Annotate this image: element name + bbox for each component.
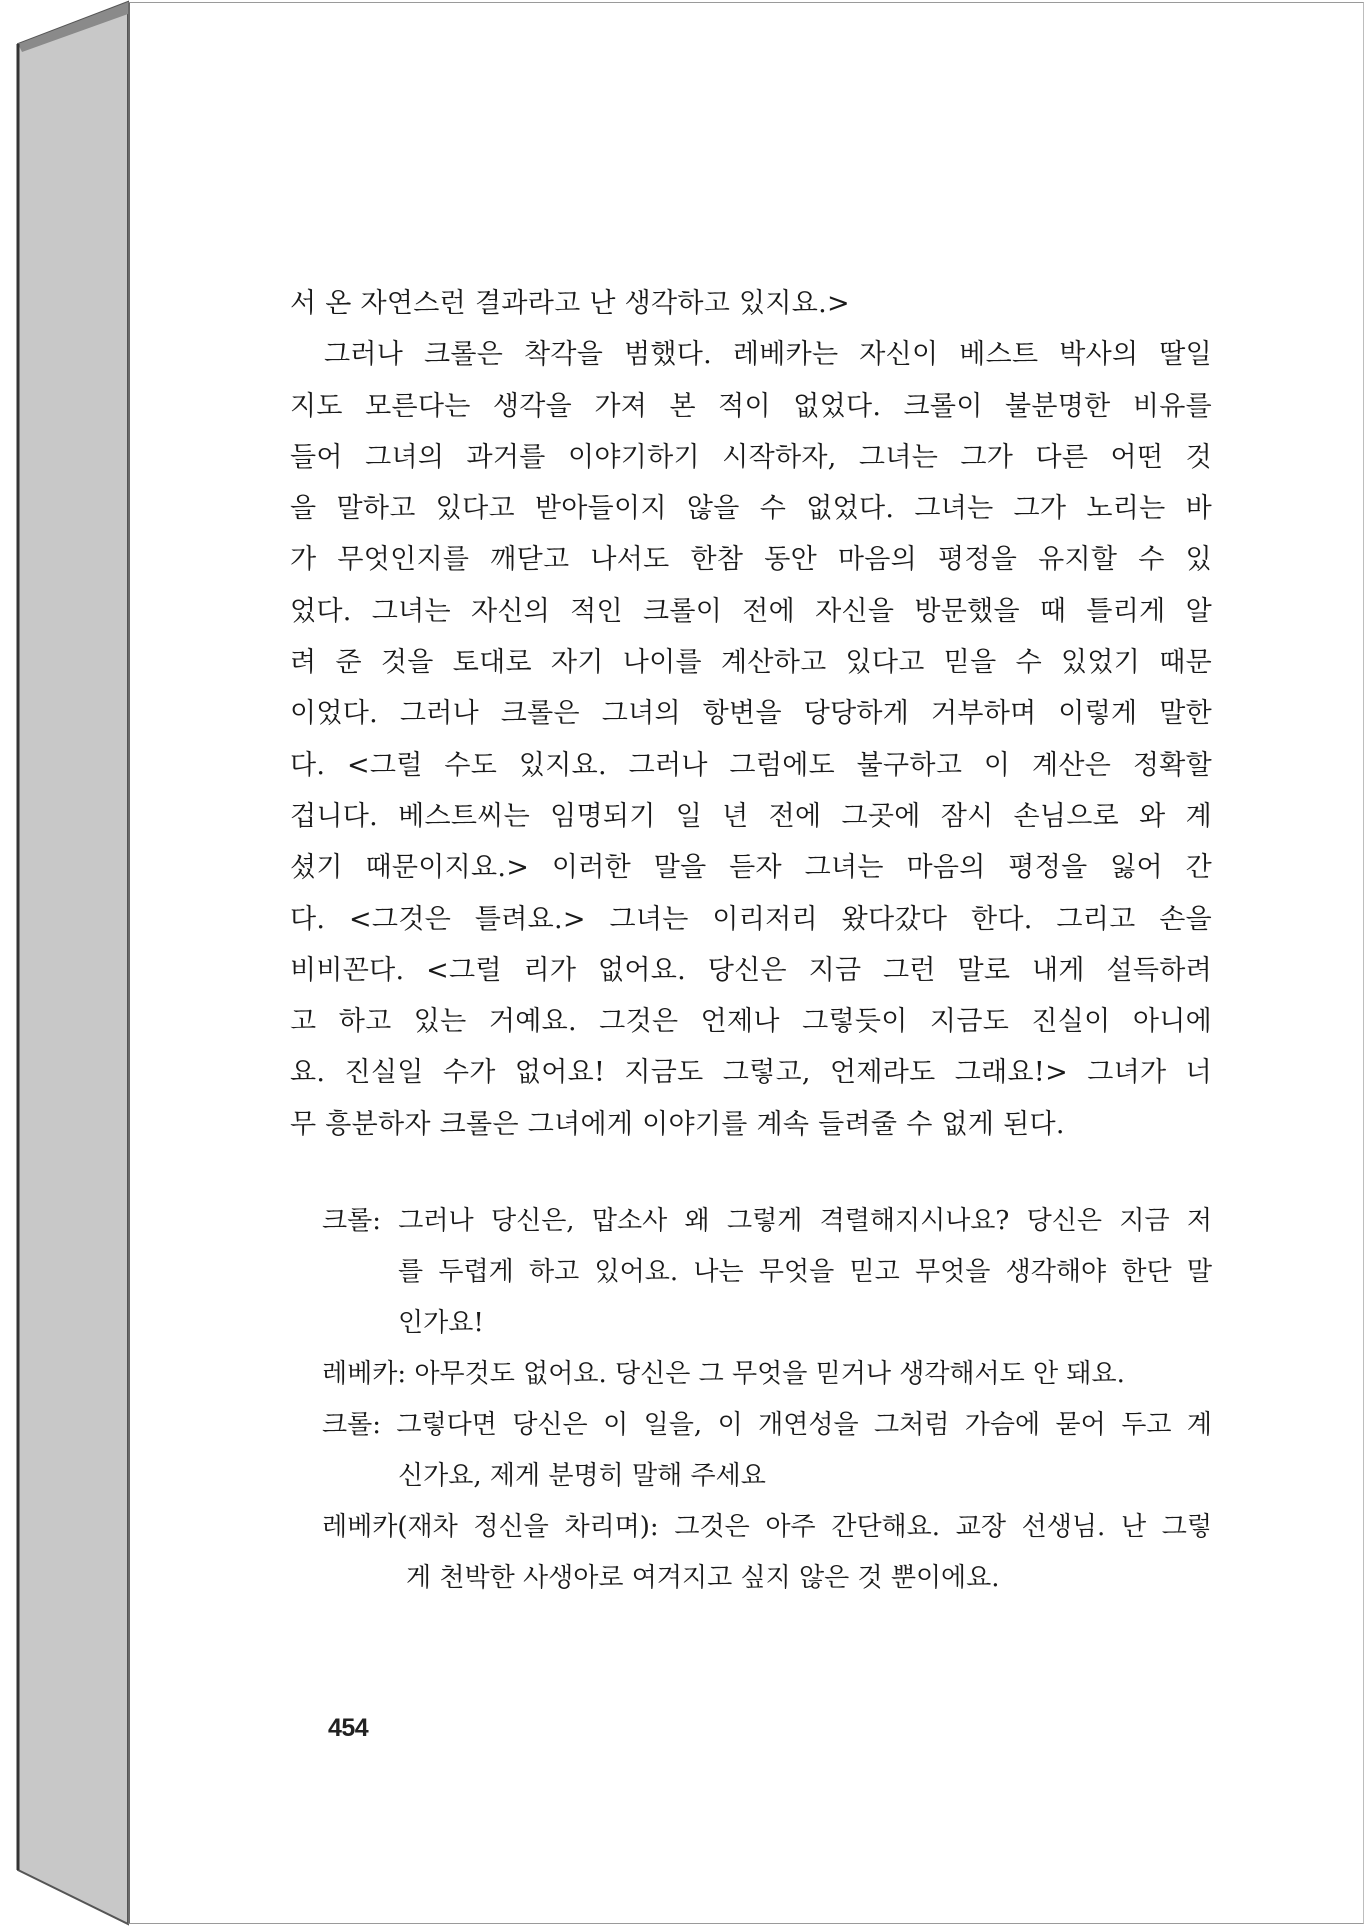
body-line: 었다. 그녀는 자신의 적인 크롤이 전에 자신을 방문했을 때 틀리게 알: [290, 595, 1212, 627]
body-line: 다. <그것은 틀려요.> 그녀는 이리저리 왔다갔다 한다. 그리고 손을: [290, 903, 1212, 935]
body-line: 비비꼰다. <그럴 리가 없어요. 당신은 지금 그런 말로 내게 설득하려: [290, 954, 1212, 986]
body-line: 그러나 크롤은 착각을 범했다. 레베카는 자신이 베스트 박사의 딸일: [324, 339, 1212, 371]
dialogue-line: 신가요, 제게 분명히 말해 주세요: [398, 1461, 766, 1491]
body-line: 요. 진실일 수가 없어요! 지금도 그렇고, 언제라도 그래요!> 그녀가 너: [290, 1057, 1212, 1089]
dialogue-line: 게 천박한 사생아로 여겨지고 싶지 않은 것 뿐이에요.: [406, 1563, 1000, 1593]
dialogue-block: [290, 1196, 1212, 1604]
dialogue-line: 크롤: 그러나 당신은, 맙소사 왜 그렇게 격렬해지시나요? 당신은 지금 저: [322, 1206, 1212, 1236]
body-line: 다. <그럴 수도 있지요. 그러나 그럼에도 불구하고 이 계산은 정확할: [290, 749, 1212, 781]
body-line: 려 준 것을 토대로 자기 나이를 계산하고 있다고 믿을 수 있었기 때문: [290, 647, 1212, 679]
body-line: 가 무엇인지를 깨닫고 나서도 한참 동안 마음의 평정을 유지할 수 있: [290, 544, 1212, 576]
body-line: 들어 그녀의 과거를 이야기하기 시작하자, 그녀는 그가 다른 어떤 것: [290, 441, 1212, 473]
dialogue-line: 레베카(재차 정신을 차리며): 그것은 아주 간단해요. 교장 선생님. 난 그렇: [322, 1512, 1212, 1542]
body-line: 겁니다. 베스트씨는 임명되기 일 년 전에 그곳에 잠시 손님으로 와 계: [290, 800, 1212, 832]
body-line: 을 말하고 있다고 받아들이지 않을 수 없었다. 그녀는 그가 노리는 바: [290, 493, 1212, 525]
body-line: 무 흥분하자 크롤은 그녀에게 이야기를 계속 들려줄 수 없게 된다.: [290, 1108, 1065, 1140]
body-line: 셨기 때문이지요.> 이러한 말을 듣자 그녀는 마음의 평정을 잃어 간: [290, 852, 1212, 884]
body-line: 고 하고 있는 거예요. 그것은 언제나 그렇듯이 지금도 진실이 아니에: [290, 1006, 1212, 1038]
dialogue-line: 를 두렵게 하고 있어요. 나는 무엇을 믿고 무엇을 생각해야 한단 말: [398, 1257, 1212, 1287]
body-line: 서 온 자연스런 결과라고 난 생각하고 있지요.>: [290, 288, 850, 319]
dialogue-line: 인가요!: [398, 1308, 484, 1338]
dialogue-line: 크롤: 그렇다면 당신은 이 일을, 이 개연성을 그처럼 가슴에 묻어 두고 계: [322, 1410, 1212, 1440]
body-line: 이었다. 그러나 크롤은 그녀의 항변을 당당하게 거부하며 이렇게 말한: [290, 698, 1212, 730]
page-number: 454: [328, 1714, 369, 1742]
body-text: [290, 278, 1212, 1150]
dialogue-line: 레베카: 아무것도 없어요. 당신은 그 무엇을 믿거나 생각해서도 안 돼요.: [322, 1359, 1125, 1389]
body-line: 지도 모른다는 생각을 가져 본 적이 없었다. 크롤이 불분명한 비유를: [290, 390, 1212, 422]
